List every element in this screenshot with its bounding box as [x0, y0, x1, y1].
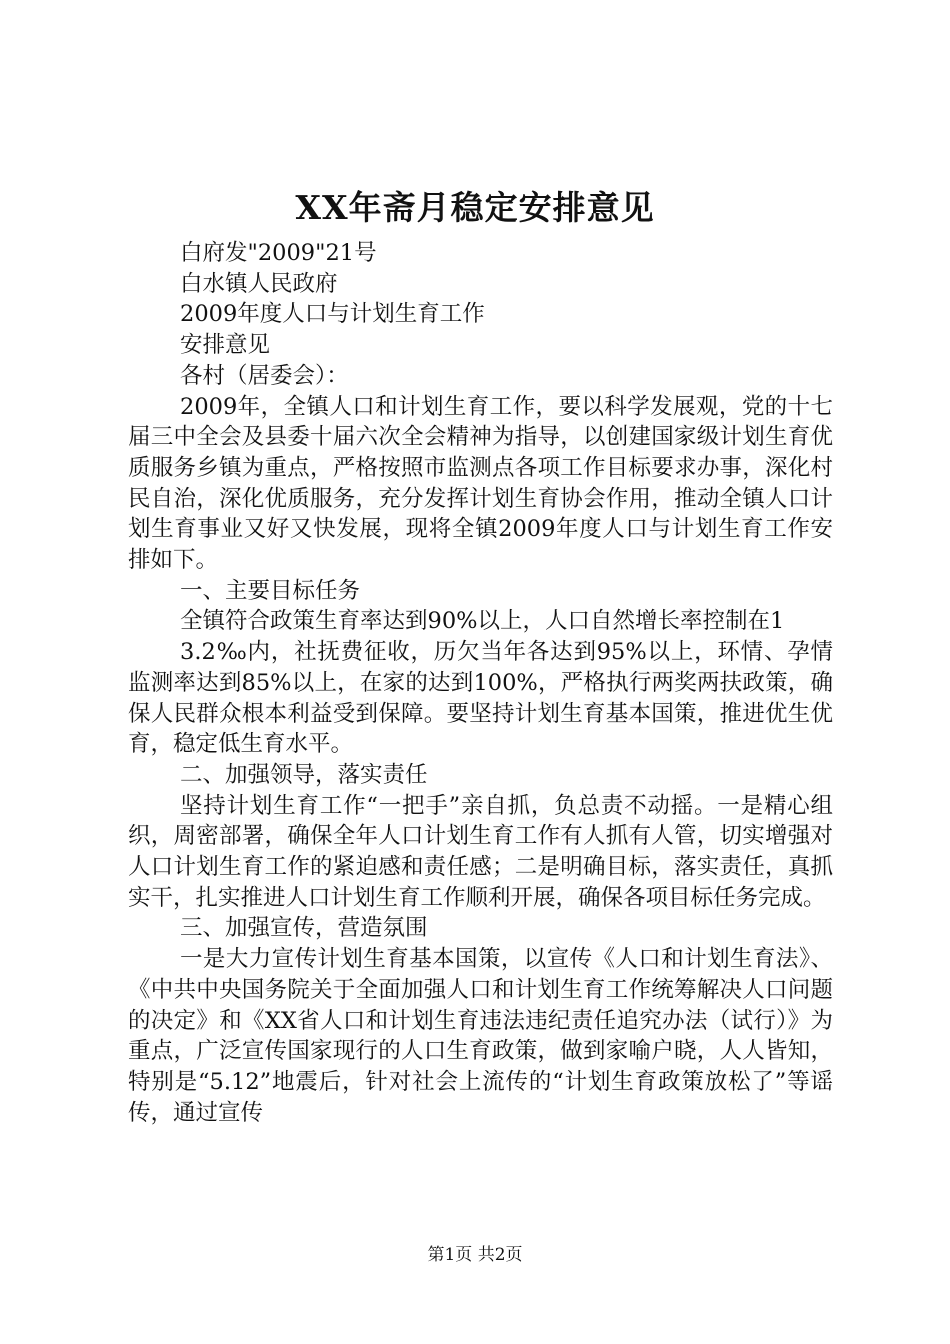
addressee: 各村（居委会）： [180, 362, 349, 389]
issuing-authority: 白水镇人民政府 [180, 270, 338, 297]
section-heading-1: 一、主要目标任务 [180, 577, 361, 604]
section-heading-3: 三、加强宣传，营造氛围 [180, 915, 428, 942]
document-subject-line-2: 安排意见 [180, 332, 271, 359]
section-1-paragraph-1: 全镇符合政策生育率达到90%以上，人口自然增长率控制在1 [180, 608, 785, 635]
document-title: XX年斋月稳定安排意见 [295, 188, 655, 227]
section-heading-2: 二、加强领导，落实责任 [180, 761, 428, 788]
document-number: 白府发"2009"21号 [180, 240, 377, 266]
document-body [128, 238, 833, 1128]
section-2-paragraph: 坚持计划生育工作“一把手”亲自抓，负总责不动摇。一是精心组织，周密部署，确保全年人口计划生育工作有人抓有人管，切实增强对人口计划生育工作的紧迫感和责任感；二是明确目标，落实责任，真抓实干，扎实推进人口计划生育工作顺利开展，确保各项目标任务完成。 [128, 792, 833, 911]
page-footer: 第1页 共2页 [427, 1245, 523, 1265]
section-3-paragraph: 一是大力宣传计划生育基本国策，以宣传《人口和计划生育法》、《中共中央国务院关于全面加强人口和计划生育工作统筹解决人口问题的决定》和《XX省人口和计划生育违法违纪责任追究办法（试行）》为重点，广泛宣传国家现行的人口生育政策，做到家喻户晓，人人皆知，特别是“5.12”地震后，针对社会上流传的“计划生育政策放松了”等谣传，通过宣传 [128, 946, 833, 1126]
intro-paragraph: 2009年，全镇人口和计划生育工作，要以科学发展观，党的十七届三中全会及县委十届六次全会精神为指导，以创建国家级计划生育优质服务乡镇为重点，严格按照市监测点各项工作目标要求办事，深化村民自治，深化优质服务，充分发挥计划生育协会作用，推动全镇人口计划生育事业又好又快发展，现将全镇2009年度人口与计划生育工作安排如下。 [128, 393, 833, 574]
document-subject-line-1: 2009年度人口与计划生育工作 [180, 301, 485, 328]
section-1-paragraph-2: 3.2‰内，社抚费征收，历欠当年各达到95%以上，环情、孕情监测率达到85%以上，在家的达到100%，严格执行两奖两扶政策，确保人民群众根本利益受到保障。要坚持计划生育基本国策，推进优生优育，稳定低生育水平。 [128, 639, 833, 758]
